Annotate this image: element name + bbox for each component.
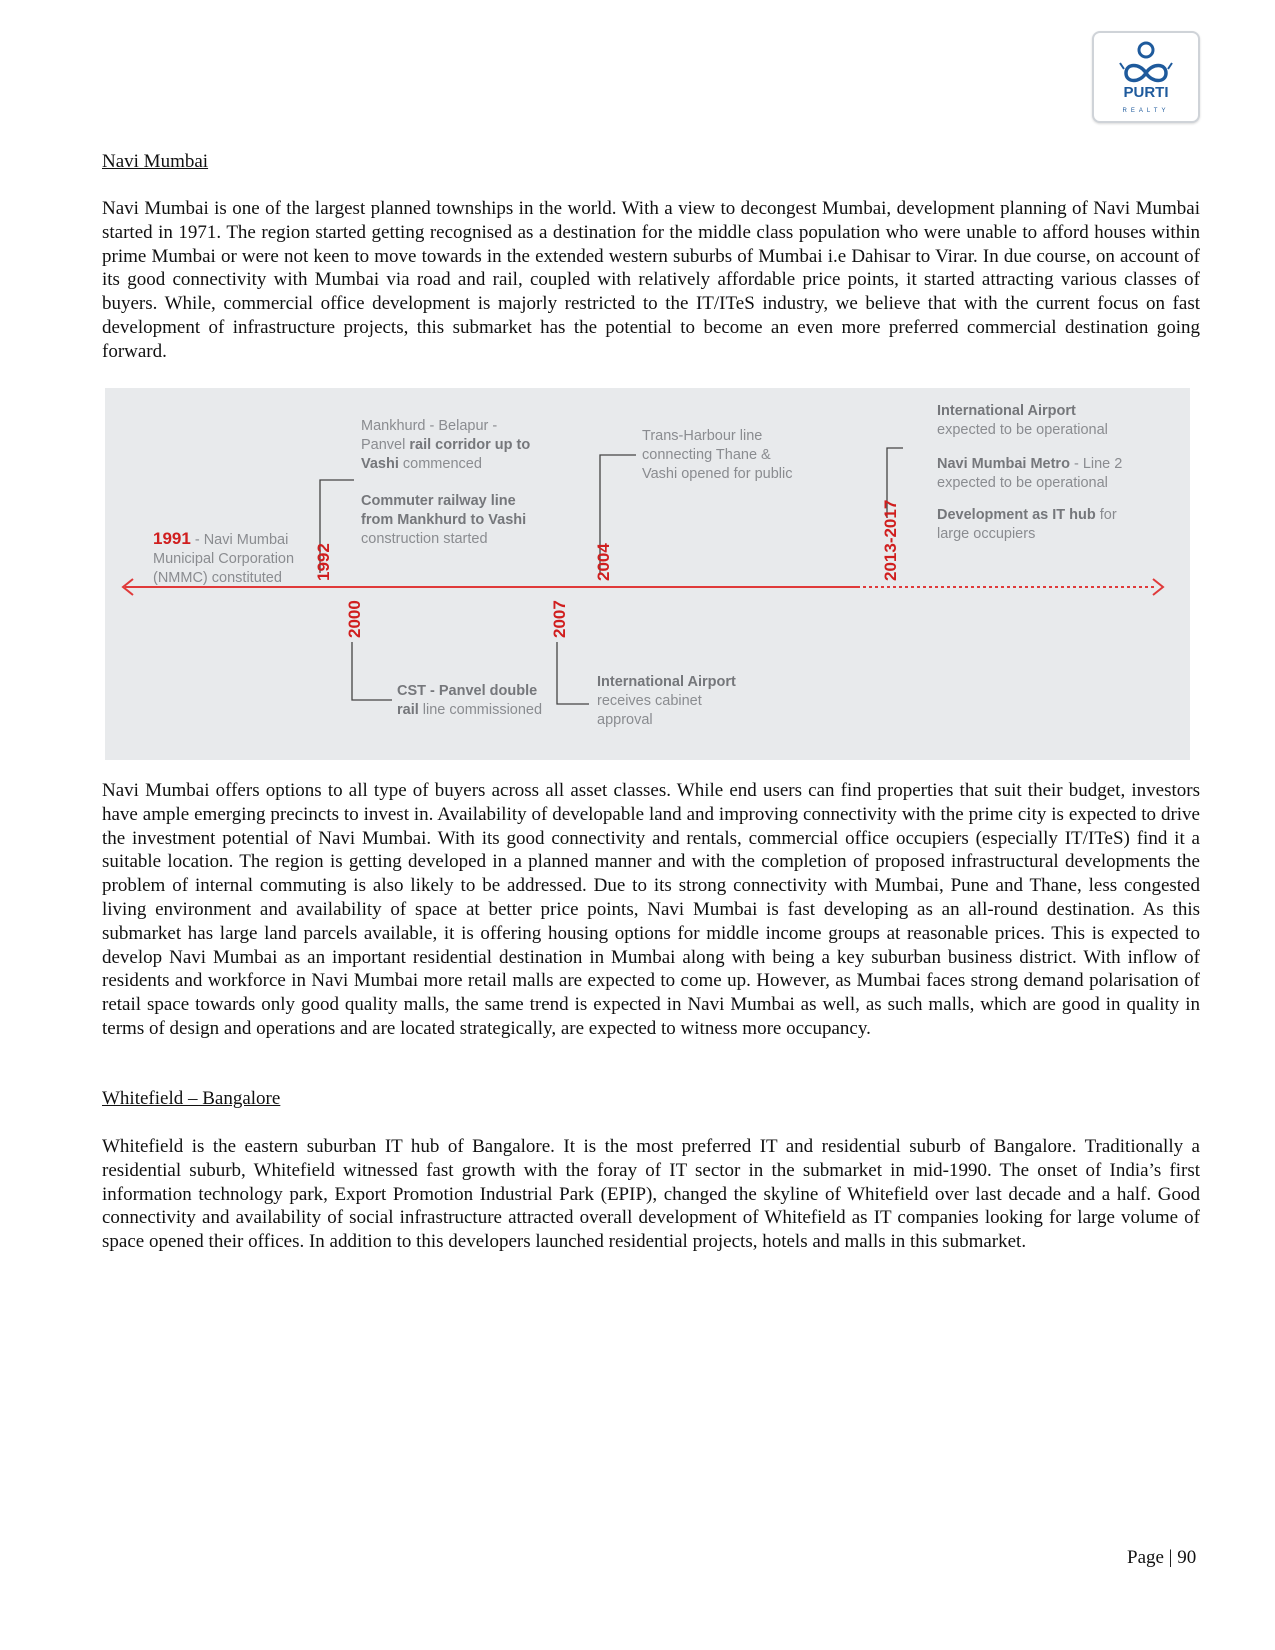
timeline-1992-text-line3: Vashi commenced xyxy=(361,456,482,472)
timeline-year-1992: 1992 xyxy=(314,543,333,581)
timeline-1992-text-line1: Mankhurd - Belapur - xyxy=(361,418,498,434)
timeline-2007-connector xyxy=(557,642,589,704)
timeline-2000-text-line1: CST - Panvel double xyxy=(397,683,538,699)
section-heading-navi-mumbai: Navi Mumbai xyxy=(102,151,209,172)
timeline-year-2004: 2004 xyxy=(594,543,613,581)
timeline-2013-metro-line1: Navi Mumbai Metro - Line 2 xyxy=(937,456,1123,472)
timeline-svg xyxy=(105,388,1190,760)
timeline-2000-text-line2: rail line commissioned xyxy=(397,702,543,718)
timeline-2013-airport-line1: International Airport xyxy=(937,403,1076,419)
timeline-1992-text2-line2: from Mankhurd to Vashi xyxy=(361,512,527,528)
timeline-2004-text-line2: connecting Thane & xyxy=(642,447,771,463)
whitefield-body-paragraph: Whitefield is the eastern suburban IT hub of Bangalore. It is the most preferred IT and residential suburb of Bangalore. Traditionally a residential suburb, Whitefield witnessed fast growth with the foray of IT sector in the submarket in mid-1990. The onset of India’s first information technology park, Export Promotion Industrial Park (EPIP), changed the skyline of Whitefield over last decade and a half. Good connectivity and availability of social infrastructure attracted overall development of Whitefield as IT companies looking for large volume of space opened their offices. In addition to this developers launched residential projects, hotels and malls in this submarket. xyxy=(102,1136,1200,1253)
timeline-2000-connector xyxy=(352,642,392,700)
timeline-year-1991: 1991 xyxy=(153,529,191,548)
purti-realty-logo xyxy=(1092,31,1200,123)
section-heading-whitefield: Whitefield – Bangalore xyxy=(102,1088,281,1109)
timeline-2013-ithub-line2: large occupiers xyxy=(937,526,1036,542)
timeline-year-2013-2017: 2013-2017 xyxy=(881,499,900,581)
timeline-1991-entry: 1991 - Navi Mumbai xyxy=(153,529,289,548)
timeline-2013-metro-line2: expected to be operational xyxy=(937,475,1108,491)
timeline-2007-text-line1: International Airport xyxy=(597,674,736,690)
logo-emblem-icon xyxy=(1094,33,1198,121)
logo-tagline-text: REALTY xyxy=(1122,108,1170,114)
timeline-1991-line2: Municipal Corporation xyxy=(153,551,295,567)
timeline-2013-airport-line2: expected to be operational xyxy=(937,422,1108,438)
page-number: Page | 90 xyxy=(1127,1547,1197,1568)
timeline-1992-text2-line3: construction started xyxy=(361,531,488,547)
timeline-2007-text-line2: receives cabinet xyxy=(597,693,702,709)
timeline-year-2007: 2007 xyxy=(550,600,569,638)
logo-brand-text: PURTI xyxy=(1123,84,1169,101)
timeline-1991-line3: (NMMC) constituted xyxy=(153,570,282,586)
navi-mumbai-timeline-figure xyxy=(105,388,1190,760)
navi-mumbai-body-paragraph: Navi Mumbai offers options to all type of buyers across all asset classes. While end users can find properties that suit their budget, investors have ample emerging precincts to invest in. Availability of developable land and improving connectivity with the prime city is expected to drive the investment potential of Navi Mumbai. With its good connectivity and rentals, commercial office occupiers (especially IT/ITeS) find it a suitable location. The region is getting developed in a planned manner and with the completion of proposed infrastructural developments the problem of internal commuting is also likely to be addressed. Due to its strong connectivity with Mumbai, Pune and Thane, less congested living environment and availability of space at better price points, Navi Mumbai is fast developing as an all-round destination. As this submarket has large land parcels available, it is offering housing options for middle income groups at reasonable prices. This is expected to develop Navi Mumbai as an important residential destination in Mumbai along with being a key suburban business district. With inflow of residents and workforce in Navi Mumbai more retail malls are expected to come up. However, as Mumbai faces strong demand polarisation of retail space towards only good quality malls, the same trend is expected in Navi Mumbai as well, as such malls, which are good in quality in terms of design and operations and are located strategically, are expected to witness more occupancy. xyxy=(102,780,1200,1039)
timeline-2007-text-line3: approval xyxy=(597,712,653,728)
navi-mumbai-intro-paragraph: Navi Mumbai is one of the largest planned townships in the world. With a view to decongest Mumbai, development planning of Navi Mumbai started in 1971. The region started getting recognised as a destination for the middle class population who were unable to afford houses within prime Mumbai or were not keen to move towards in the extended western suburbs of Mumbai i.e Dahisar to Virar. In due course, on account of its good connectivity with Mumbai via road and rail, coupled with relatively affordable price points, it started attracting various classes of buyers. While, commercial office development is majorly restricted to the IT/ITeS industry, we believe that with the current focus on fast development of infrastructure projects, this submarket has the potential to become an even more preferred commercial destination going forward. xyxy=(102,198,1200,362)
timeline-1992-text2-line1: Commuter railway line xyxy=(361,493,516,509)
timeline-year-2000: 2000 xyxy=(345,600,364,638)
timeline-2004-text-line1: Trans-Harbour line xyxy=(642,428,763,444)
timeline-1992-text-line2: Panvel rail corridor up to xyxy=(361,437,531,453)
timeline-2013-ithub-line1: Development as IT hub for xyxy=(937,507,1117,523)
timeline-right-arrow-icon xyxy=(1153,579,1163,595)
timeline-2004-text-line3: Vashi opened for public xyxy=(642,466,793,482)
